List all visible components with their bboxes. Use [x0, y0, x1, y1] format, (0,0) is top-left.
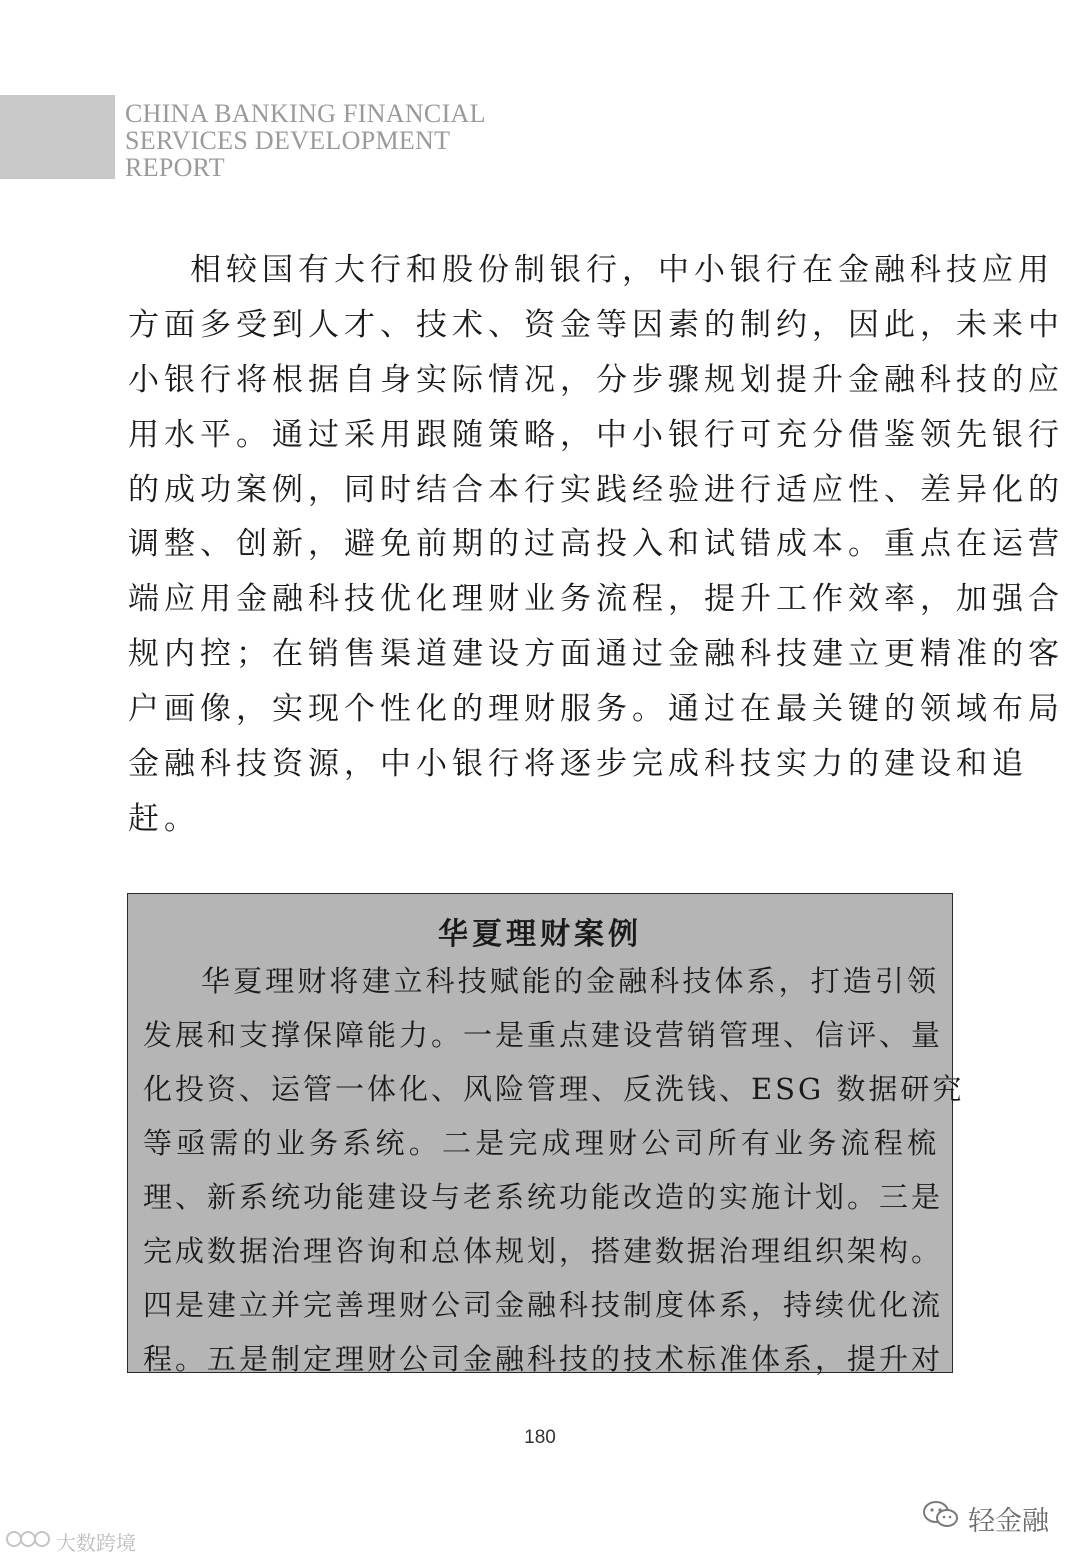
case-line: 华夏理财将建立科技赋能的金融科技体系，打造引领 [201, 964, 939, 998]
report-title-line: CHINA BANKING FINANCIAL [125, 99, 486, 128]
case-line: 等亟需的业务系统。二是完成理财公司所有业务流程梳 [143, 1126, 939, 1160]
case-study-box [127, 893, 965, 1376]
paragraph-line: 用水平。通过采用跟随策略，中小银行可充分借鉴领先银行 [128, 416, 1064, 453]
case-line: 理、新系统功能建设与老系统功能改造的实施计划。三是 [143, 1180, 944, 1214]
watermark-left-text: 大数跨境 [56, 1530, 136, 1555]
paragraph-line: 户画像，实现个性化的理财服务。通过在最关键的领域布局 [128, 691, 1064, 728]
watermark-left [6, 1526, 136, 1556]
report-title-line: SERVICES DEVELOPMENT [125, 126, 451, 155]
case-study-body [143, 954, 965, 1386]
header-band [0, 95, 115, 179]
paragraph-line: 相较国有大行和股份制银行，中小银行在金融科技应用 [190, 252, 1054, 288]
paragraph-line: 小银行将根据自身实际情况，分步骤规划提升金融科技的应 [128, 361, 1064, 398]
paragraph-line: 方面多受到人才、技术、资金等因素的制约，因此，未来中 [128, 306, 1064, 343]
watermark-right-text: 轻金融 [968, 1505, 1049, 1537]
paragraph-line: 规内控；在销售渠道建设方面通过金融科技建立更精准的客 [128, 636, 1064, 673]
wechat-icon [922, 1499, 960, 1538]
paragraph-line: 的成功案例，同时结合本行实践经验进行适应性、差异化的 [128, 471, 1064, 508]
report-title [125, 100, 645, 181]
case-line: 四是建立并完善理财公司金融科技制度体系，持续优化流 [143, 1288, 944, 1322]
page-number: 180 [524, 1427, 556, 1448]
paragraph-line: 金融科技资源，中小银行将逐步完成科技实力的建设和追 [128, 746, 1028, 783]
case-line: 化投资、运管一体化、风险管理、反洗钱、ESG 数据研究 [143, 1072, 965, 1106]
case-line: 完成数据治理咨询和总体规划，搭建数据治理组织架构。 [143, 1234, 944, 1268]
watermark-right [922, 1498, 1049, 1538]
report-title-line: REPORT [125, 153, 225, 182]
case-line: 发展和支撑保障能力。一是重点建设营销管理、信评、量 [143, 1018, 944, 1052]
paragraph-line: 调整、创新，避免前期的过高投入和试错成本。重点在运营 [128, 526, 1064, 563]
paragraph-line: 端应用金融科技优化理财业务流程，提升工作效率，加强合 [128, 581, 1064, 618]
logo-icon [6, 1528, 50, 1555]
case-study-title: 华夏理财案例 [438, 917, 642, 952]
case-line: 程。五是制定理财公司金融科技的技术标准体系，提升对 [143, 1342, 944, 1376]
body-paragraph [128, 243, 1064, 847]
paragraph-line: 赶。 [128, 800, 200, 837]
